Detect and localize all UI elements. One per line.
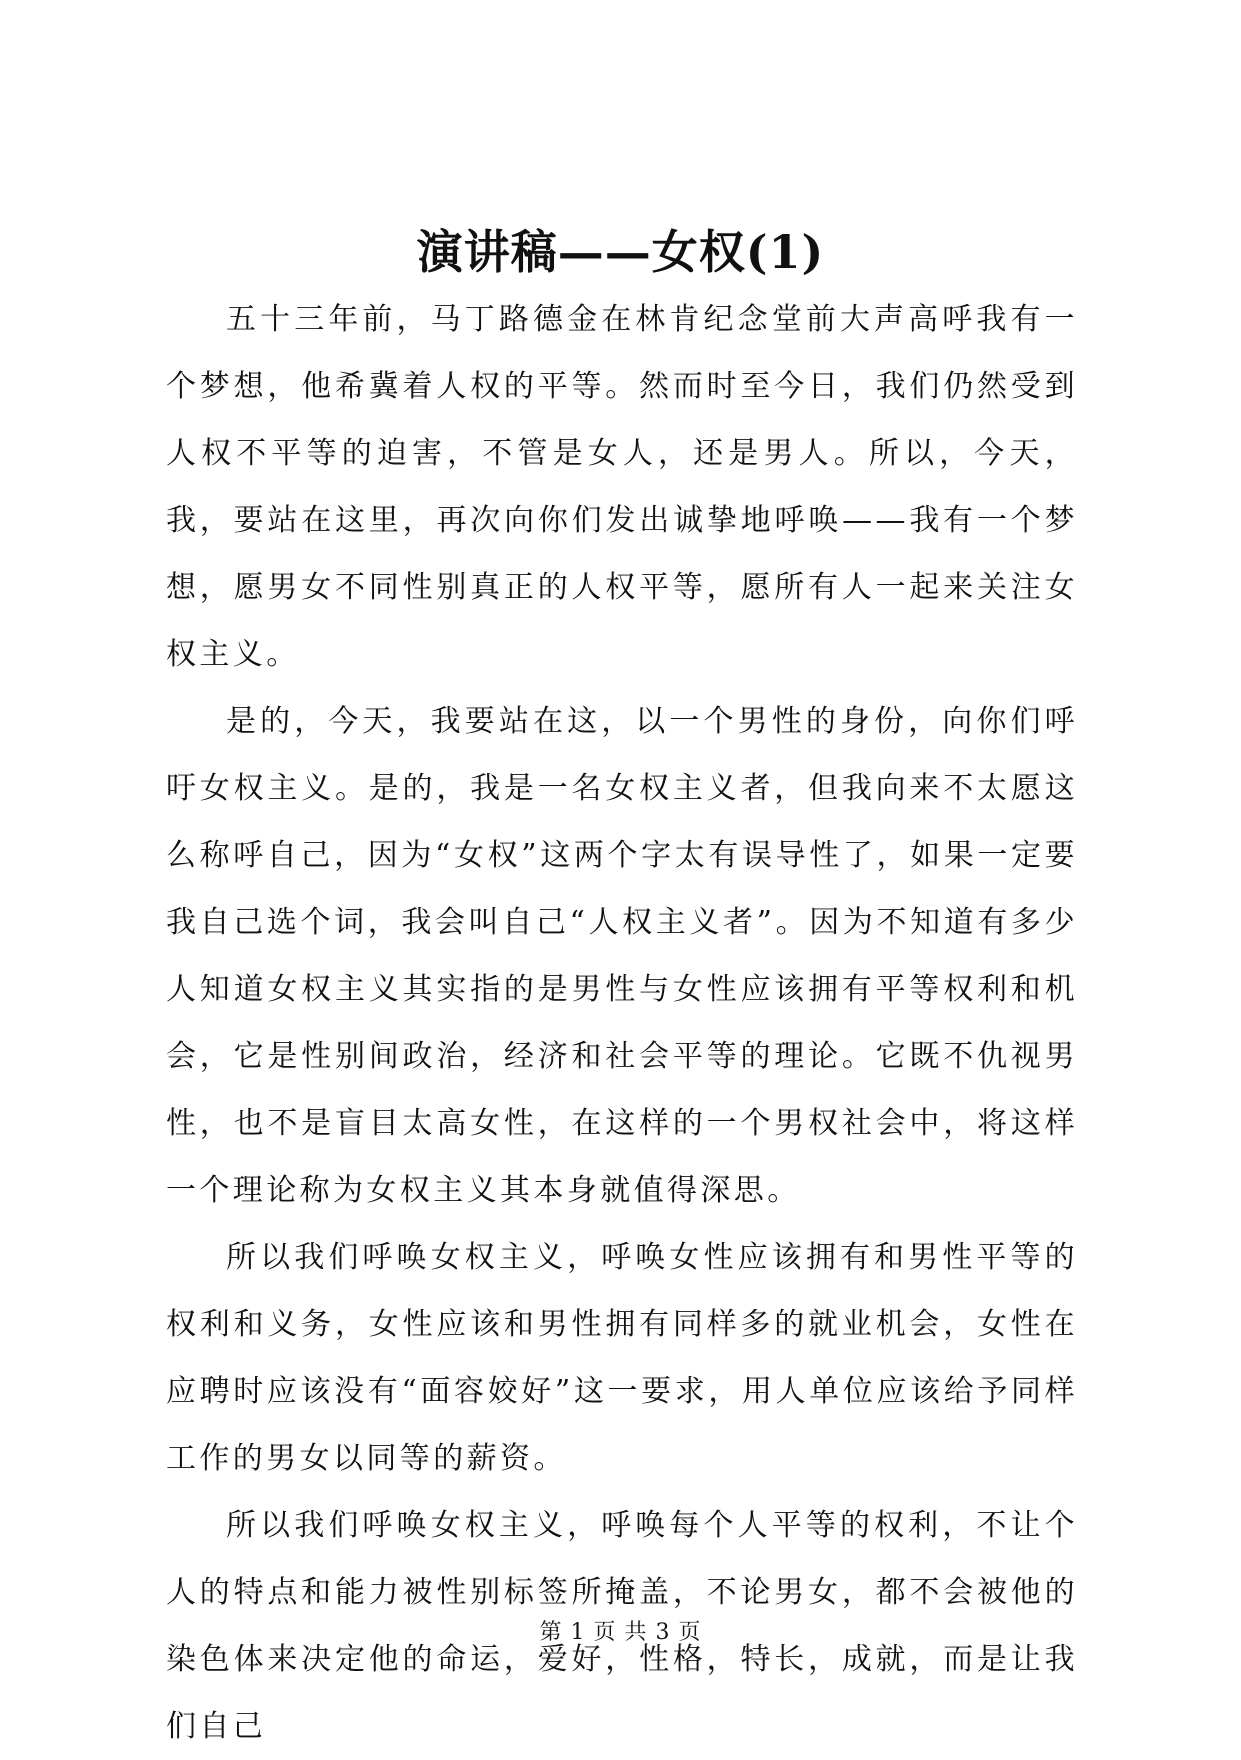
document-body: [166, 286, 1078, 1760]
page-footer: [0, 1618, 1241, 1648]
paragraph-2: 是的，今天，我要站在这，以一个男性的身份，向你们呼吁女权主义。是的，我是一名女权主义者，但我向来不太愿这么称呼自己，因为“女权”这两个字太有误导性了，如果一定要我自己选个词，我会叫自己“人权主义者”。因为不知道有多少人知道女权主义其实指的是男性与女性应该拥有平等权利和机会，它是性别间政治，经济和社会平等的理论。它既不仇视男性，也不是盲目太高女性，在这样的一个男权社会中，将这样一个理论称为女权主义其本身就值得深思。: [166, 704, 1078, 1208]
paragraph-4: 所以我们呼唤女权主义，呼唤每个人平等的权利，不让个人的特点和能力被性别标签所掩盖，不论男女，都不会被他的染色体来决定他的命运，爱好，性格，特长，成就，而是让我们自己: [166, 1508, 1078, 1744]
document-title: 演讲稿——女权(1): [416, 225, 825, 279]
page-number-label: 第 1 页 共 3 页: [539, 1620, 702, 1645]
paragraph-3: 所以我们呼唤女权主义，呼唤女性应该拥有和男性平等的权利和义务，女性应该和男性拥有同样多的就业机会，女性在应聘时应该没有“面容姣好”这一要求，用人单位应该给予同样工作的男女以同等的薪资。: [166, 1240, 1078, 1476]
paragraph-1: 五十三年前，马丁路德金在林肯纪念堂前大声高呼我有一个梦想，他希冀着人权的平等。然而时至今日，我们仍然受到人权不平等的迫害，不管是女人，还是男人。所以，今天，我，要站在这里，再次向你们发出诚挚地呼唤——我有一个梦想，愿男女不同性别真正的人权平等，愿所有人一起来关注女权主义。: [166, 302, 1078, 672]
